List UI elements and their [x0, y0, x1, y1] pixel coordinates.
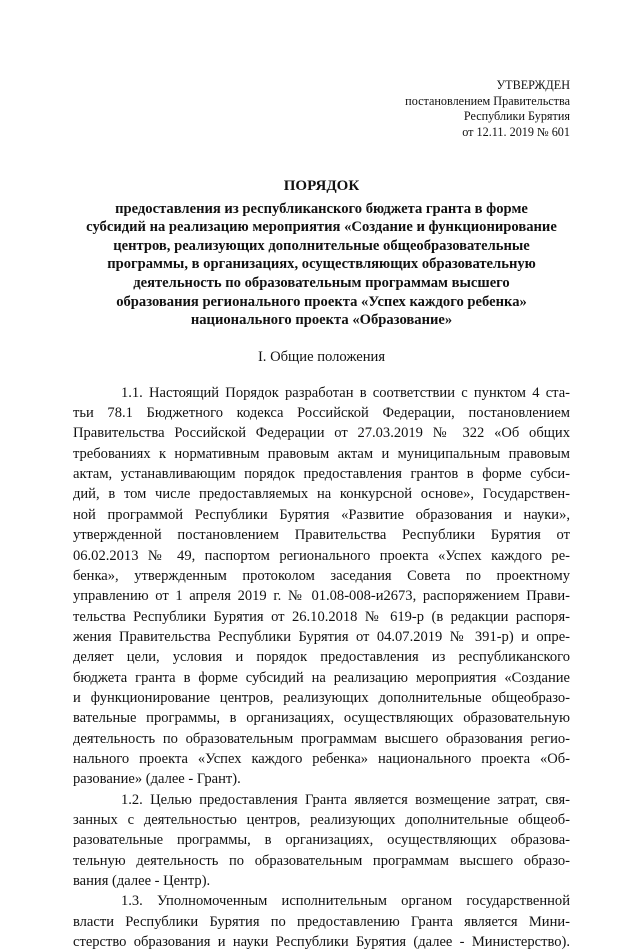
paragraph-1-3: [73, 891, 570, 952]
approval-line: от 12.11. 2019 № 601: [462, 124, 570, 139]
text-line: Правительства Российской Федерации от 27.03.2019 № 322 «Об общих: [73, 425, 570, 442]
section-heading: I. Общие положения: [257, 348, 386, 365]
title-line: программы, в организациях, осуществляющих образовательную: [107, 256, 536, 273]
text-line: тьи 78.1 Бюджетного кодекса Российской Федерации, постановлением: [73, 405, 570, 422]
title-line: образования регионального проекта «Успех каждого ребенка»: [116, 293, 527, 310]
text-line: 1.3. Уполномоченным исполнительным органом государственной: [121, 893, 570, 910]
text-line: тельства Республики Бурятия от 26.10.2018 № 619-р (в редакции распоря-: [73, 608, 570, 625]
text-line: жения Правительства Республики Бурятия от 04.07.2019 № 391-р) и опре-: [73, 628, 570, 645]
text-line: требованиях к нормативным правовым актам и муниципальным правовым: [73, 445, 570, 462]
title-line: деятельность по образовательным программам высшего: [133, 274, 510, 291]
approval-line: Республики Бурятия: [463, 109, 570, 123]
approval-line: УТВЕРЖДЕН: [496, 78, 570, 92]
text-line: бенка», утвержденным протоколом заседания Совета по проектному: [73, 567, 570, 584]
document-body: [73, 383, 570, 952]
text-line: 1.2. Целью предоставления Гранта является возмещение затрат, свя-: [121, 791, 570, 808]
text-line: и функционирование центров, реализующих дополнительные общеобразо-: [73, 689, 570, 706]
paragraph-1-2: [73, 790, 570, 892]
title-line: центров, реализующих дополнительные общеобразовательные: [113, 237, 530, 254]
text-line: тельную деятельность по образовательным программам высшего образо-: [73, 852, 570, 869]
text-line: власти Республики Бурятия по предоставлению Гранта является Мини-: [73, 913, 570, 930]
approval-stamp: [73, 78, 570, 140]
title-line: субсидий на реализацию мероприятия «Создание и функционирование: [86, 219, 557, 236]
text-line: разовательные программы, в организациях, осуществляющих образова-: [73, 832, 570, 849]
text-line: актам, устанавливающим порядок предоставления грантов в форме субси-: [73, 466, 570, 483]
text-line: стерство образования и науки Республики Бурятия (далее - Министерство).: [73, 934, 570, 951]
text-line: 06.02.2013 № 49, паспортом регионального проекта «Успех каждого ре-: [73, 547, 570, 564]
paragraph-1-1: [73, 383, 570, 790]
approval-line: постановлением Правительства: [405, 93, 570, 108]
text-line: деляет цели, условия и порядок предоставления из республиканского: [73, 649, 570, 666]
text-line: утвержденной постановлением Правительства Республики Бурятия от: [73, 527, 570, 544]
text-line: разование» (далее - Грант).: [73, 771, 241, 788]
text-line: управлению от 1 апреля 2019 г. № 01.08-008-и2673, распоряжением Прави-: [73, 588, 570, 605]
document-heading: ПОРЯДОК: [283, 178, 360, 194]
text-line: ной программой Республики Бурятия «Развитие образования и науки»,: [73, 506, 570, 523]
text-line: деятельность по образовательным программам высшего образования регио-: [73, 730, 570, 747]
text-line: дий, в том числе предоставляемых на конкурсной основе», Государствен-: [73, 486, 570, 503]
text-line: вательные программы, в организациях, осуществляющих образовательную: [73, 710, 570, 727]
title-line: национального проекта «Образование»: [190, 312, 453, 329]
text-line: занных с деятельностью центров, реализующих дополнительные общеоб-: [73, 811, 570, 828]
document-title: [73, 177, 570, 330]
title-line: предоставления из республиканского бюджета гранта в форме: [115, 200, 528, 217]
text-line: вания (далее - Центр).: [73, 873, 211, 889]
text-line: нального проекта «Успех каждого ребенка» национального проекта «Об-: [73, 750, 570, 767]
text-line: 1.1. Настоящий Порядок разработан в соответствии с пунктом 4 ста-: [121, 384, 570, 401]
text-line: бюджета гранта в форме субсидий на реализацию мероприятия «Создание: [73, 669, 570, 686]
